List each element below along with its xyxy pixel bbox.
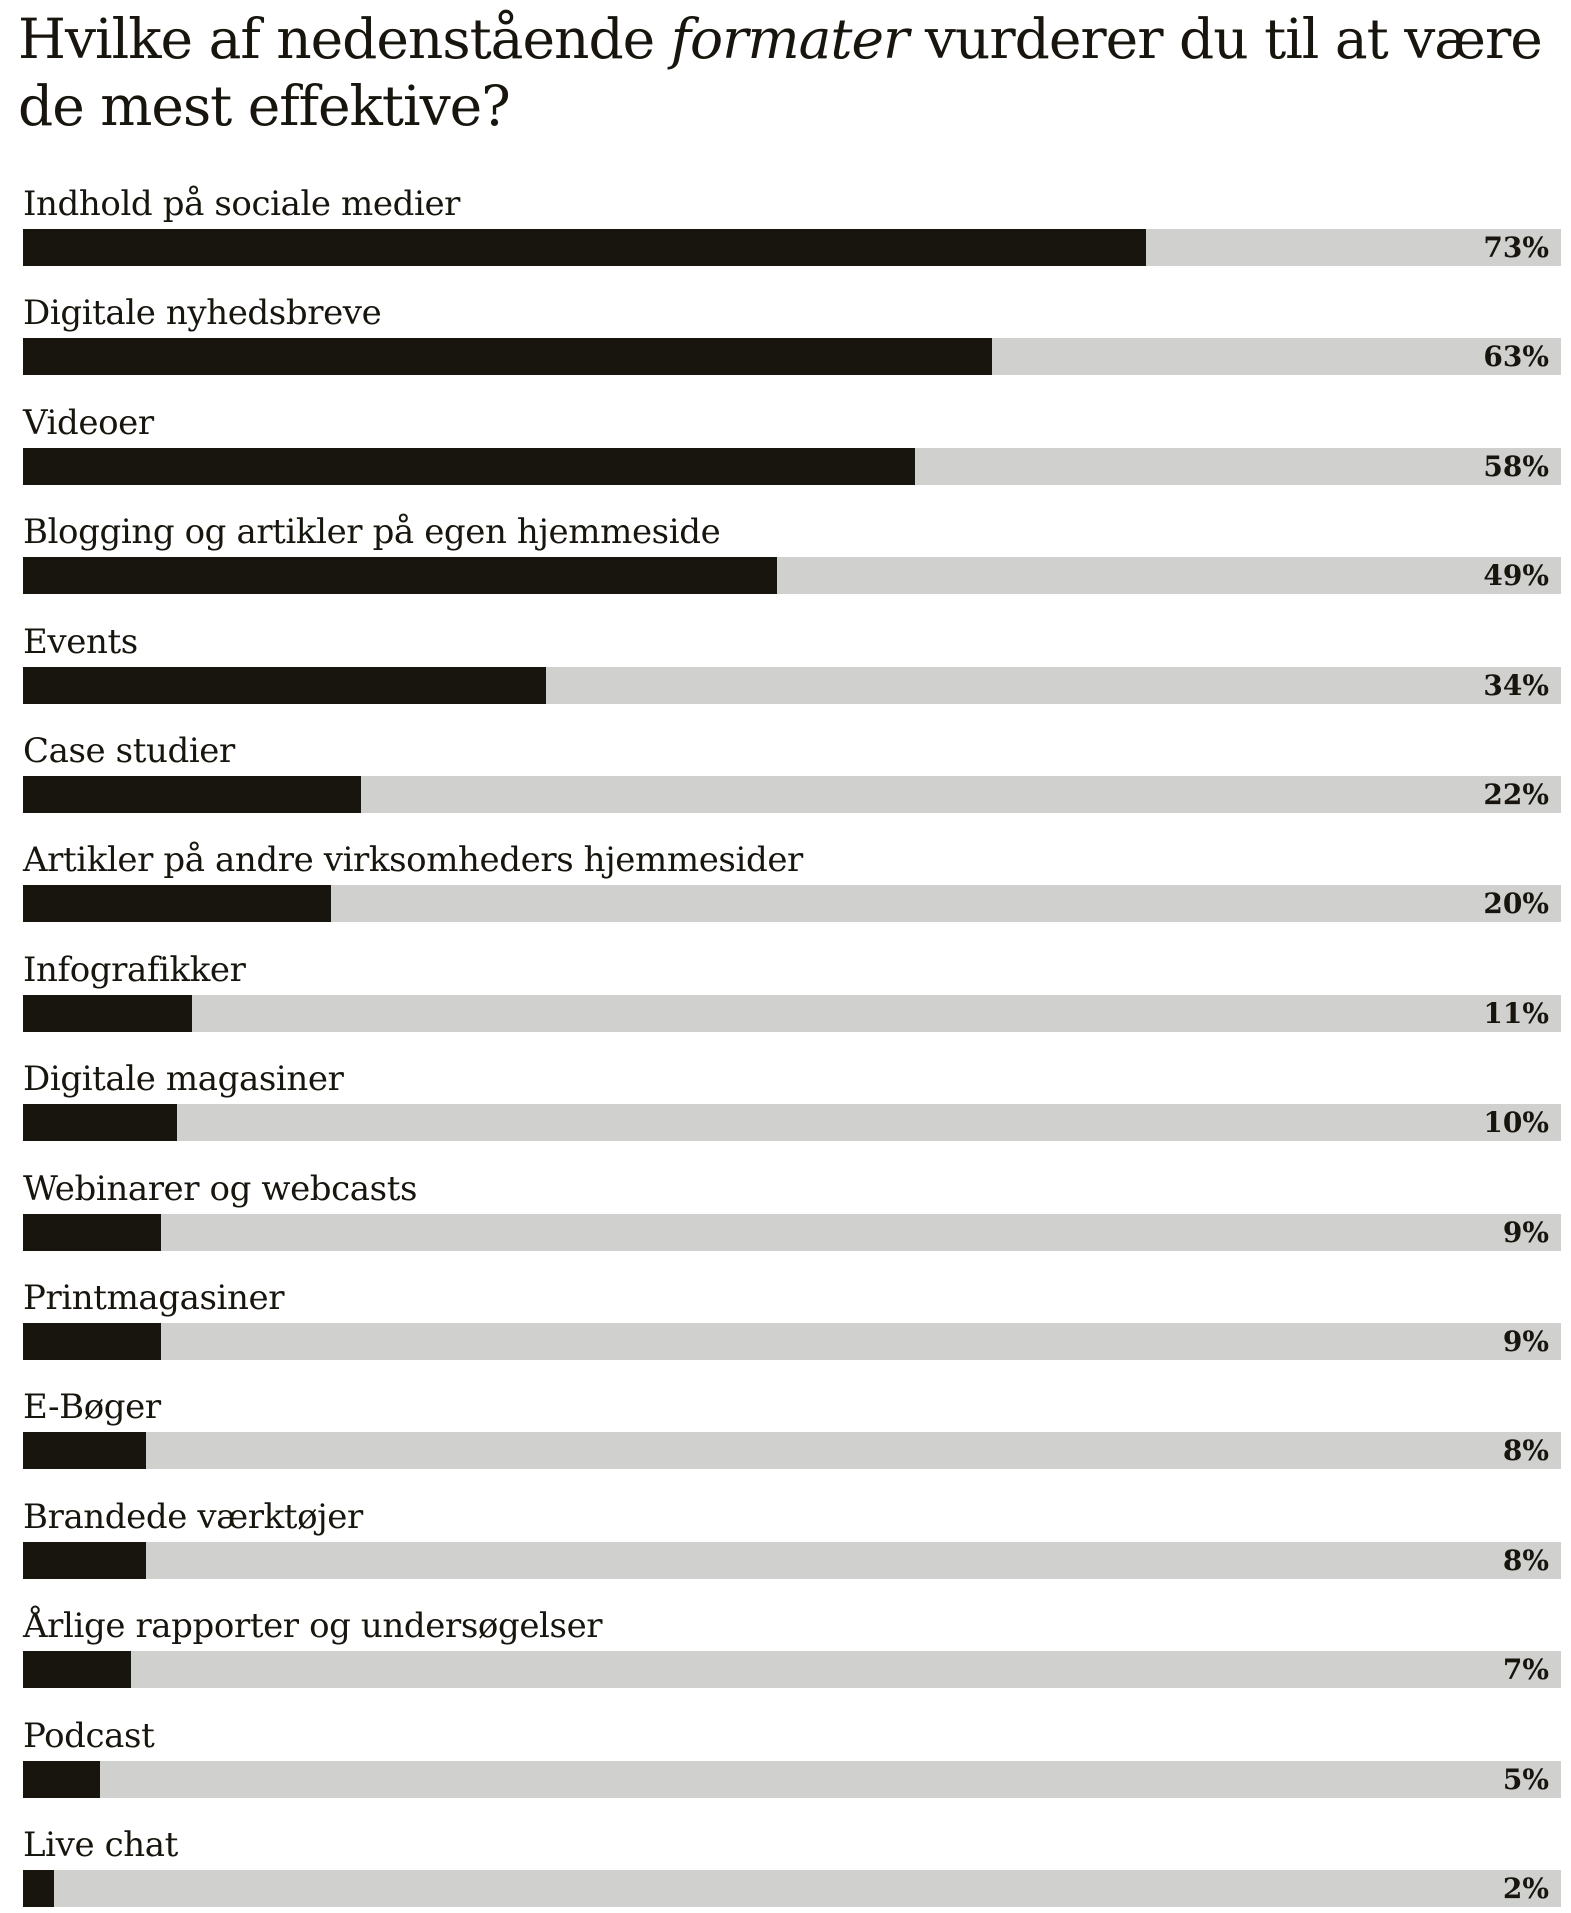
category-label: Live chat: [23, 1825, 178, 1865]
value-label: 8%: [1502, 1543, 1549, 1577]
bar-row: [23, 291, 1561, 381]
bar-fill: [23, 667, 546, 704]
bar-row: [23, 1823, 1561, 1913]
bar-row: [23, 729, 1561, 819]
bar-fill: [23, 995, 192, 1032]
bar-track: [23, 1761, 1561, 1798]
category-label: Videoer: [23, 402, 154, 443]
category-label: Podcast: [23, 1715, 155, 1756]
category-label: Indhold på sociale medier: [23, 184, 461, 224]
bar-track: [23, 1542, 1561, 1579]
title-emphasis: formater: [670, 7, 909, 71]
bar-track: [23, 667, 1561, 704]
bar-fill: [23, 1432, 146, 1469]
bar-track: [23, 1214, 1561, 1251]
bar-track: [23, 1651, 1561, 1688]
bar-row: [23, 620, 1561, 710]
bar-track: [23, 995, 1561, 1032]
bar-row: [23, 948, 1561, 1038]
value-label: 22%: [1483, 778, 1549, 811]
category-label: Årlige rapporter og undersøgelser: [23, 1606, 603, 1647]
bar-fill: [23, 776, 361, 813]
title-part-1: Hvilke af nedenstående: [18, 7, 671, 71]
bar-fill: [23, 338, 992, 375]
value-label: 7%: [1502, 1653, 1549, 1687]
bar-row: [23, 1604, 1561, 1694]
bar-row: [23, 1167, 1561, 1257]
bar-fill: [23, 448, 915, 485]
bar-row: [23, 838, 1561, 928]
value-label: 11%: [1483, 996, 1549, 1030]
bar-track: [23, 776, 1561, 813]
category-label: Digitale nyhedsbreve: [23, 293, 382, 334]
bar-track: [23, 1870, 1561, 1907]
bar-track: [23, 448, 1561, 485]
value-label: 8%: [1502, 1434, 1549, 1468]
bar-fill: [23, 1651, 131, 1688]
value-label: 34%: [1483, 668, 1549, 702]
bar-fill: [23, 1323, 161, 1360]
bar-track: [23, 1323, 1561, 1360]
bar-fill: [23, 1542, 146, 1579]
value-label: 5%: [1502, 1762, 1549, 1796]
category-label: Digitale magasiner: [23, 1059, 344, 1100]
value-label: 10%: [1483, 1106, 1549, 1140]
bar-row: [23, 1495, 1561, 1585]
bar-fill: [23, 557, 777, 594]
category-label: Brandede værktøjer: [23, 1496, 363, 1537]
bar-row: [23, 1276, 1561, 1366]
bar-row: [23, 510, 1561, 600]
value-label: 2%: [1502, 1872, 1549, 1905]
bar-row: [23, 1714, 1561, 1804]
category-label: Webinarer og webcasts: [23, 1168, 418, 1209]
value-label: 58%: [1483, 449, 1549, 483]
category-label: Blogging og artikler på egen hjemmeside: [23, 512, 721, 553]
bar-track: [23, 1104, 1561, 1141]
bar-fill: [23, 1214, 161, 1251]
value-label: 49%: [1483, 559, 1549, 593]
title-part-2: vurderer du til at være de mest effektive?: [18, 7, 1542, 138]
bar-track: [23, 885, 1561, 922]
value-label: 9%: [1502, 1325, 1549, 1358]
bar-fill: [23, 1870, 54, 1907]
category-label: Infografikker: [23, 949, 246, 990]
value-label: 9%: [1502, 1215, 1549, 1249]
bar-row: [23, 401, 1561, 491]
value-label: 20%: [1483, 887, 1549, 921]
bar-track: [23, 338, 1561, 375]
category-label: Events: [23, 621, 138, 662]
bar-row: [23, 1385, 1561, 1475]
bar-track: [23, 557, 1561, 594]
bar-row: [23, 182, 1561, 272]
category-label: Artikler på andre virksomheders hjemmesider: [23, 840, 803, 881]
value-label: 63%: [1483, 340, 1549, 374]
bar-track: [23, 1432, 1561, 1469]
category-label: E-Bøger: [23, 1387, 161, 1428]
category-label: Printmagasiner: [23, 1278, 285, 1318]
bar-track: [23, 229, 1561, 266]
bar-fill: [23, 1104, 177, 1141]
bar-fill: [23, 1761, 100, 1798]
bar-fill: [23, 229, 1146, 266]
bar-fill: [23, 885, 331, 922]
category-label: Case studier: [23, 731, 235, 771]
bar-row: [23, 1057, 1561, 1147]
value-label: 73%: [1483, 231, 1549, 264]
